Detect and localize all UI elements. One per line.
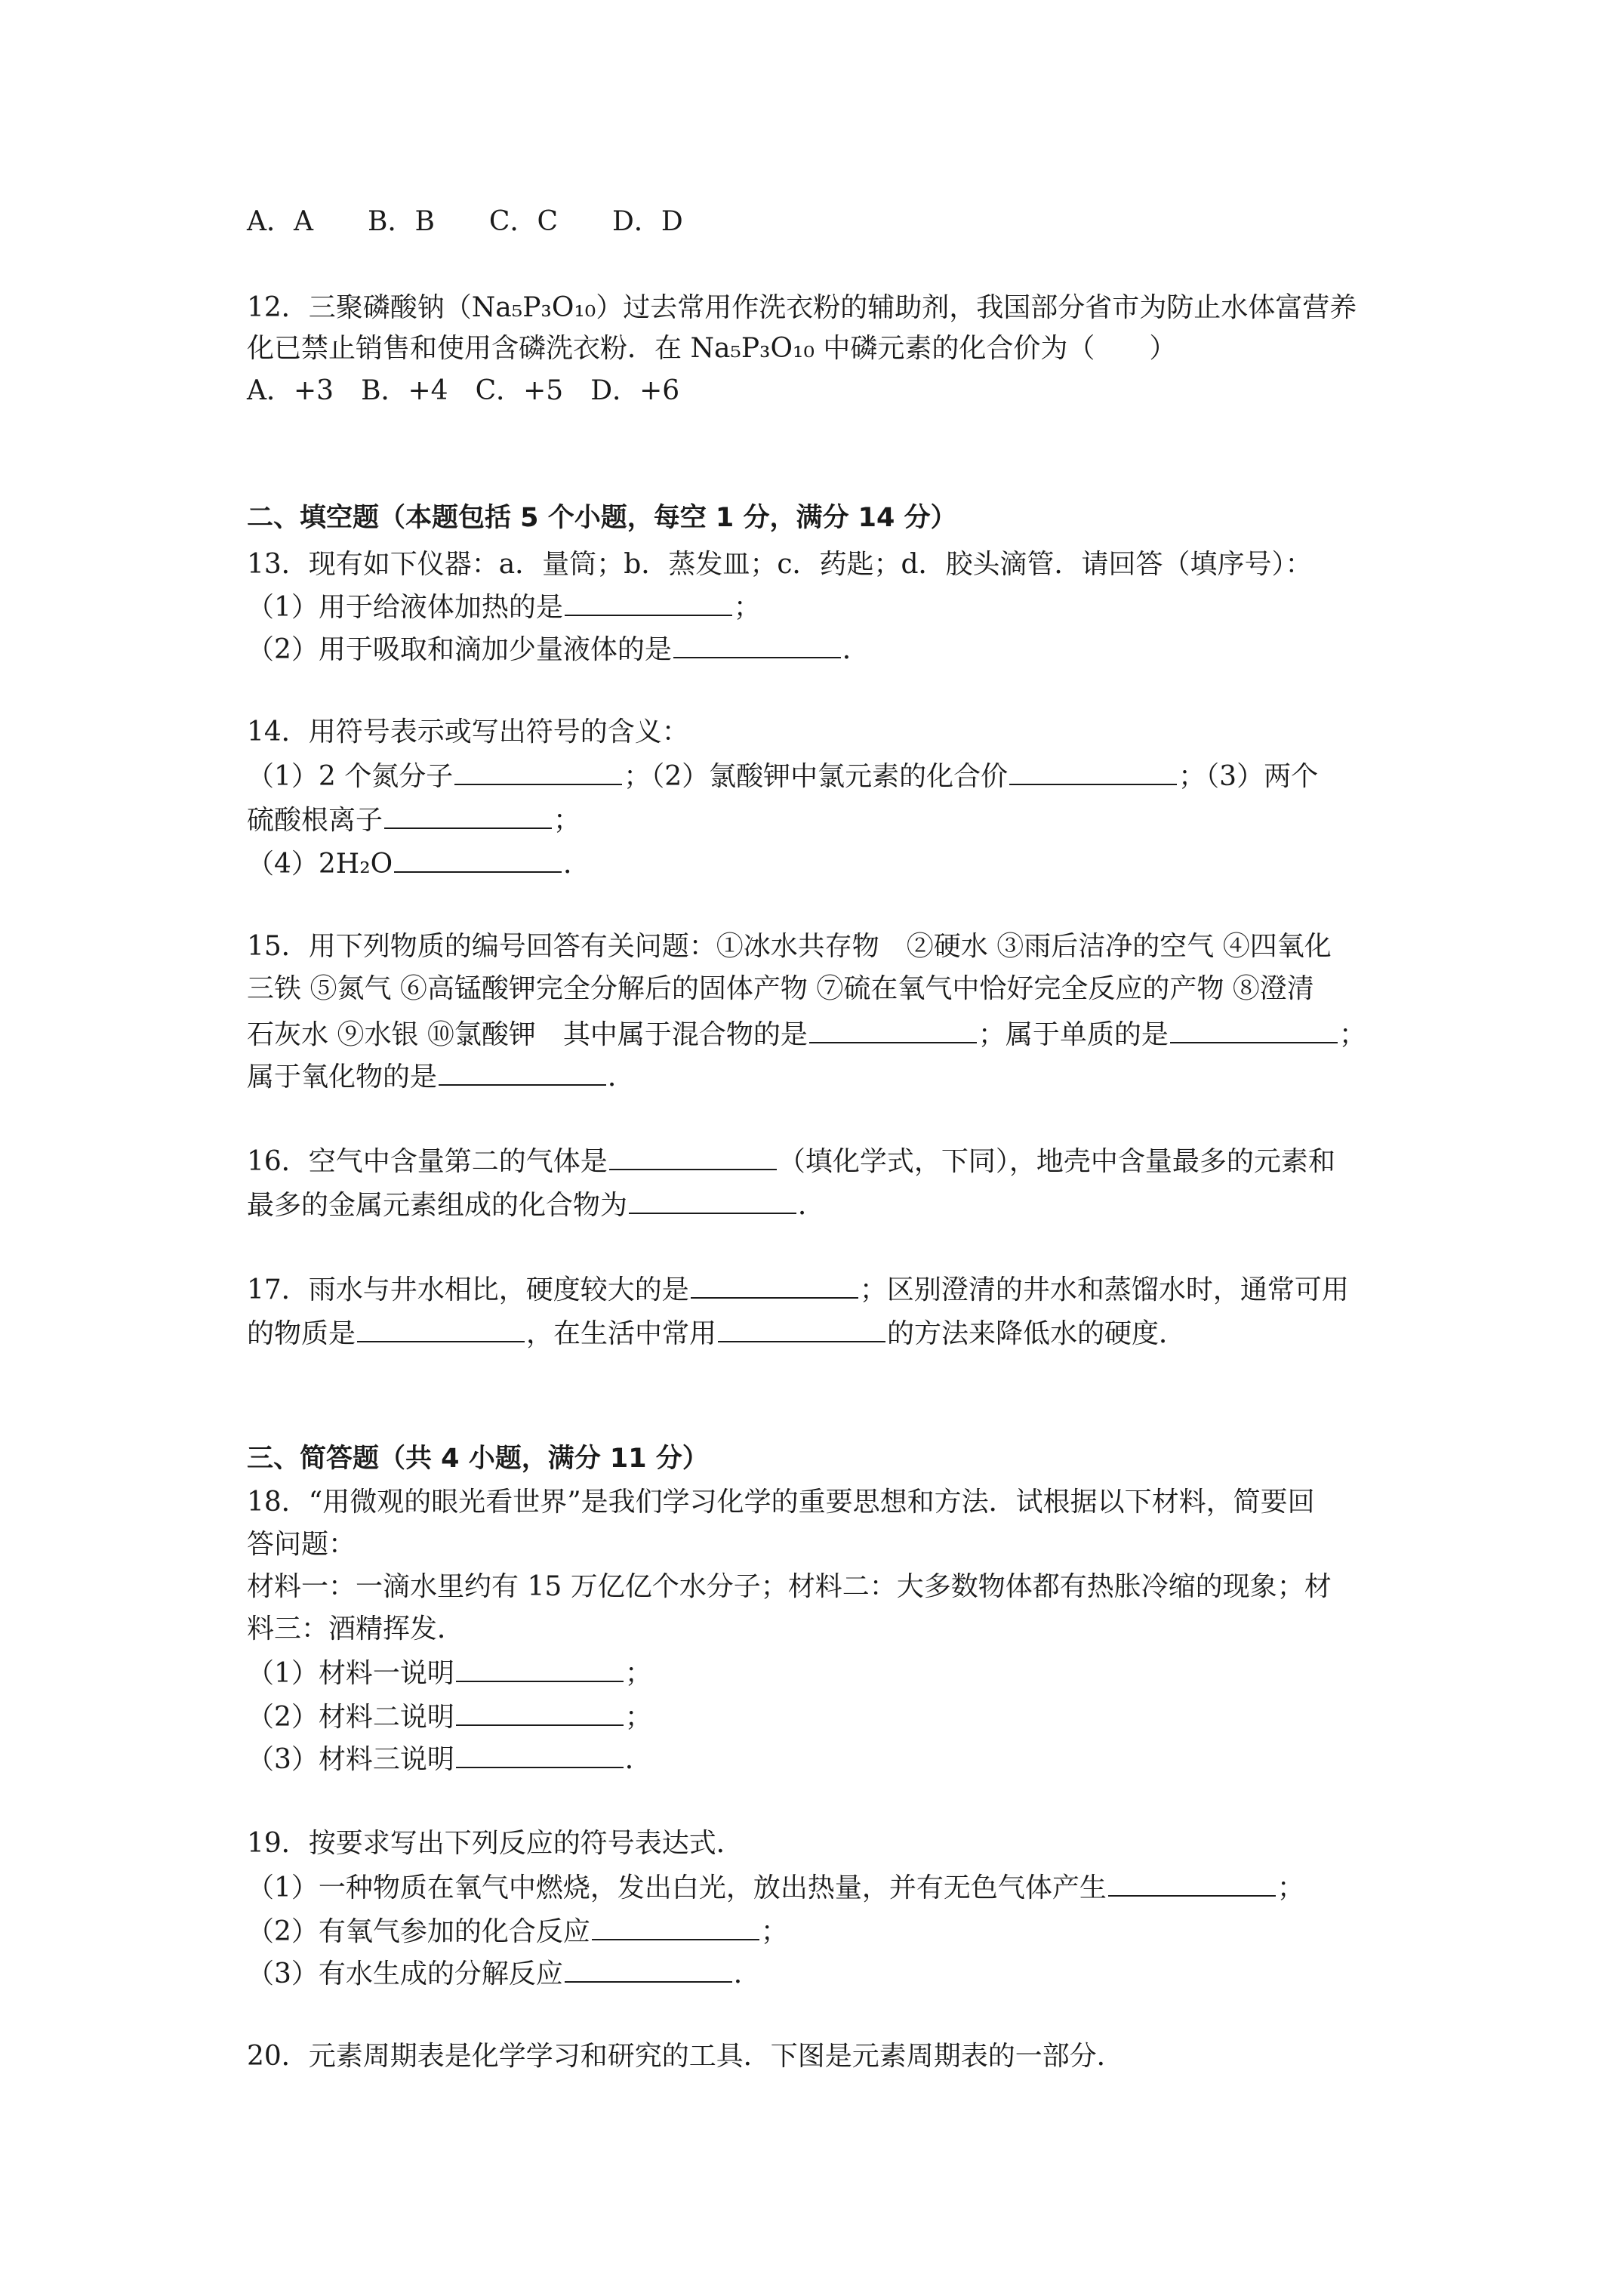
answer-blank[interactable] bbox=[718, 1315, 885, 1342]
answer-blank[interactable] bbox=[357, 1315, 525, 1342]
q14-part-4 bbox=[247, 846, 590, 881]
q18-line-4: 料三：酒精挥发． bbox=[247, 1613, 465, 1644]
q18-part-1 bbox=[247, 1655, 652, 1690]
q19-p3-text: （3）有水生成的分解反应 bbox=[247, 1959, 563, 1989]
section-3-heading: 三、简答题（共 4 小题，满分 11 分） bbox=[247, 1444, 709, 1474]
q18-p2-end: ； bbox=[624, 1702, 652, 1733]
answer-blank[interactable] bbox=[673, 631, 841, 658]
q13-p2-end: ． bbox=[842, 634, 870, 665]
answer-blank[interactable] bbox=[456, 1655, 624, 1682]
q14-p3-text: 硫酸根离子 bbox=[247, 805, 383, 836]
q17-line-2-c: 的方法来降低水的硬度． bbox=[887, 1318, 1187, 1349]
q13-p2-text: （2）用于吸取和滴加少量液体的是 bbox=[247, 634, 672, 665]
q17-line-1-a: 17．雨水与井水相比，硬度较大的是 bbox=[247, 1274, 689, 1305]
answer-blank[interactable] bbox=[394, 846, 562, 873]
answer-blank[interactable] bbox=[691, 1271, 858, 1299]
answer-blank[interactable] bbox=[439, 1059, 606, 1086]
q19-part-3 bbox=[247, 1955, 761, 1991]
q18-part-3 bbox=[247, 1741, 652, 1777]
q14-p4-end: ． bbox=[563, 849, 591, 880]
q14-p1-mid: ；（2）氯酸钾中氯元素的化合价 bbox=[624, 761, 1009, 792]
q16-line-2-a: 最多的金属元素组成的化合物为 bbox=[247, 1190, 628, 1221]
q18-p1-end: ； bbox=[624, 1658, 652, 1689]
q15-line-3 bbox=[247, 1016, 1366, 1052]
q13-p1-text: （1）用于给液体加热的是 bbox=[247, 592, 563, 623]
q15-line-1: 15．用下列物质的编号回答有关问题：①冰水共存物 ②硬水 ③雨后洁净的空气 ④四氧化 bbox=[247, 931, 1332, 962]
q16-line-1-a: 16．空气中含量第二的气体是 bbox=[247, 1146, 608, 1177]
q14-part-3 bbox=[247, 802, 581, 837]
q15-line-4 bbox=[247, 1059, 635, 1094]
q17-line-1-b: ；区别澄清的井水和蒸馏水时，通常可用 bbox=[859, 1274, 1349, 1305]
q19-p3-end: ． bbox=[733, 1959, 761, 1989]
q16-line-1 bbox=[247, 1143, 1335, 1179]
answer-blank[interactable] bbox=[565, 1955, 732, 1983]
section-2-heading: 二、填空题（本题包括 5 个小题，每空 1 分，满分 14 分） bbox=[247, 503, 957, 533]
q18-p1-text: （1）材料一说明 bbox=[247, 1658, 454, 1689]
q14-p1-text: （1）2 个氮分子 bbox=[247, 761, 454, 792]
q15-line-3-a: 石灰水 ⑨水银 ⑩氯酸钾 其中属于混合物的是 bbox=[247, 1019, 808, 1050]
q18-part-2 bbox=[247, 1699, 652, 1734]
q15-line-2: 三铁 ⑤氮气 ⑥高锰酸钾完全分解后的固体产物 ⑦硫在氧气中恰好完全反应的产物 ⑧澄清 bbox=[247, 973, 1314, 1004]
answer-blank[interactable] bbox=[1009, 758, 1177, 785]
q17-line-2 bbox=[247, 1315, 1186, 1351]
q19-part-1 bbox=[247, 1869, 1304, 1905]
q13-stem: 13．现有如下仪器：a．量筒；b．蒸发皿；c．药匙；d．胶头滴管．请回答（填序号）： bbox=[247, 549, 1313, 580]
q16-line-2 bbox=[247, 1187, 825, 1222]
q15-line-3-b: ；属于单质的是 bbox=[978, 1019, 1169, 1050]
q16-line-2-end: ． bbox=[798, 1190, 826, 1221]
q12-line-1: 12．三聚磷酸钠（Na₅P₃O₁₀）过去常用作洗衣粉的辅助剂，我国部分省市为防止水体富营养 bbox=[247, 292, 1357, 323]
q14-p4-text: （4）2H₂O bbox=[247, 849, 393, 880]
q15-line-3-end: ； bbox=[1338, 1019, 1366, 1050]
q18-p2-text: （2）材料二说明 bbox=[247, 1702, 454, 1733]
answer-blank[interactable] bbox=[1108, 1869, 1276, 1897]
answer-blank[interactable] bbox=[592, 1913, 759, 1940]
answer-blank[interactable] bbox=[1170, 1016, 1338, 1043]
answer-blank[interactable] bbox=[609, 1143, 777, 1170]
answer-blank[interactable] bbox=[384, 802, 552, 829]
q18-p3-text: （3）材料三说明 bbox=[247, 1744, 454, 1775]
q20-stem: 20．元素周期表是化学学习和研究的工具．下图是元素周期表的一部分． bbox=[247, 2041, 1124, 2072]
q15-line-4-a: 属于氧化物的是 bbox=[247, 1062, 438, 1093]
answer-blank[interactable] bbox=[456, 1699, 624, 1726]
q14-stem: 14．用符号表示或写出符号的含义： bbox=[247, 717, 689, 747]
q14-p1-end: ；（3）两个 bbox=[1178, 761, 1319, 792]
q17-line-2-a: 的物质是 bbox=[247, 1318, 356, 1349]
q17-line-2-b: ，在生活中常用 bbox=[526, 1318, 717, 1349]
q19-p2-end: ； bbox=[760, 1916, 788, 1947]
q15-line-4-end: ． bbox=[608, 1062, 636, 1093]
q14-p3-end: ； bbox=[553, 805, 581, 836]
q18-p3-end: ． bbox=[624, 1744, 652, 1775]
q13-part-1 bbox=[247, 589, 761, 624]
answer-blank[interactable] bbox=[454, 758, 622, 785]
q18-line-2: 答问题： bbox=[247, 1529, 356, 1560]
q19-part-2 bbox=[247, 1913, 788, 1949]
q13-p1-end: ； bbox=[733, 592, 761, 623]
q13-part-2 bbox=[247, 631, 870, 667]
q12-options: A．+3 B．+4 C．+5 D．+6 bbox=[247, 375, 680, 406]
answer-blank[interactable] bbox=[629, 1187, 796, 1214]
q18-line-3: 材料一：一滴水里约有 15 万亿亿个水分子；材料二：大多数物体都有热胀冷缩的现象；材 bbox=[247, 1571, 1332, 1602]
q14-part-1 bbox=[247, 758, 1318, 794]
q11-options: A．A B．B C．C D．D bbox=[247, 206, 683, 237]
answer-blank[interactable] bbox=[456, 1741, 624, 1768]
q16-line-1-b: （填化学式，下同），地壳中含量最多的元素和 bbox=[778, 1146, 1335, 1177]
q18-line-1: 18．“用微观的眼光看世界”是我们学习化学的重要思想和方法．试根据以下材料，简要回 bbox=[247, 1487, 1315, 1518]
q19-p1-text: （1）一种物质在氧气中燃烧，发出白光，放出热量，并有无色气体产生 bbox=[247, 1872, 1107, 1903]
answer-blank[interactable] bbox=[809, 1016, 977, 1043]
q19-p2-text: （2）有氧气参加的化合反应 bbox=[247, 1916, 590, 1947]
answer-blank[interactable] bbox=[565, 589, 732, 616]
q19-p1-end: ； bbox=[1277, 1872, 1304, 1903]
q12-line-2: 化已禁止销售和使用含磷洗衣粉．在 Na₅P₃O₁₀ 中磷元素的化合价为（ ） bbox=[247, 333, 1177, 364]
q19-stem: 19．按要求写出下列反应的符号表达式． bbox=[247, 1828, 744, 1859]
q17-line-1 bbox=[247, 1271, 1349, 1307]
